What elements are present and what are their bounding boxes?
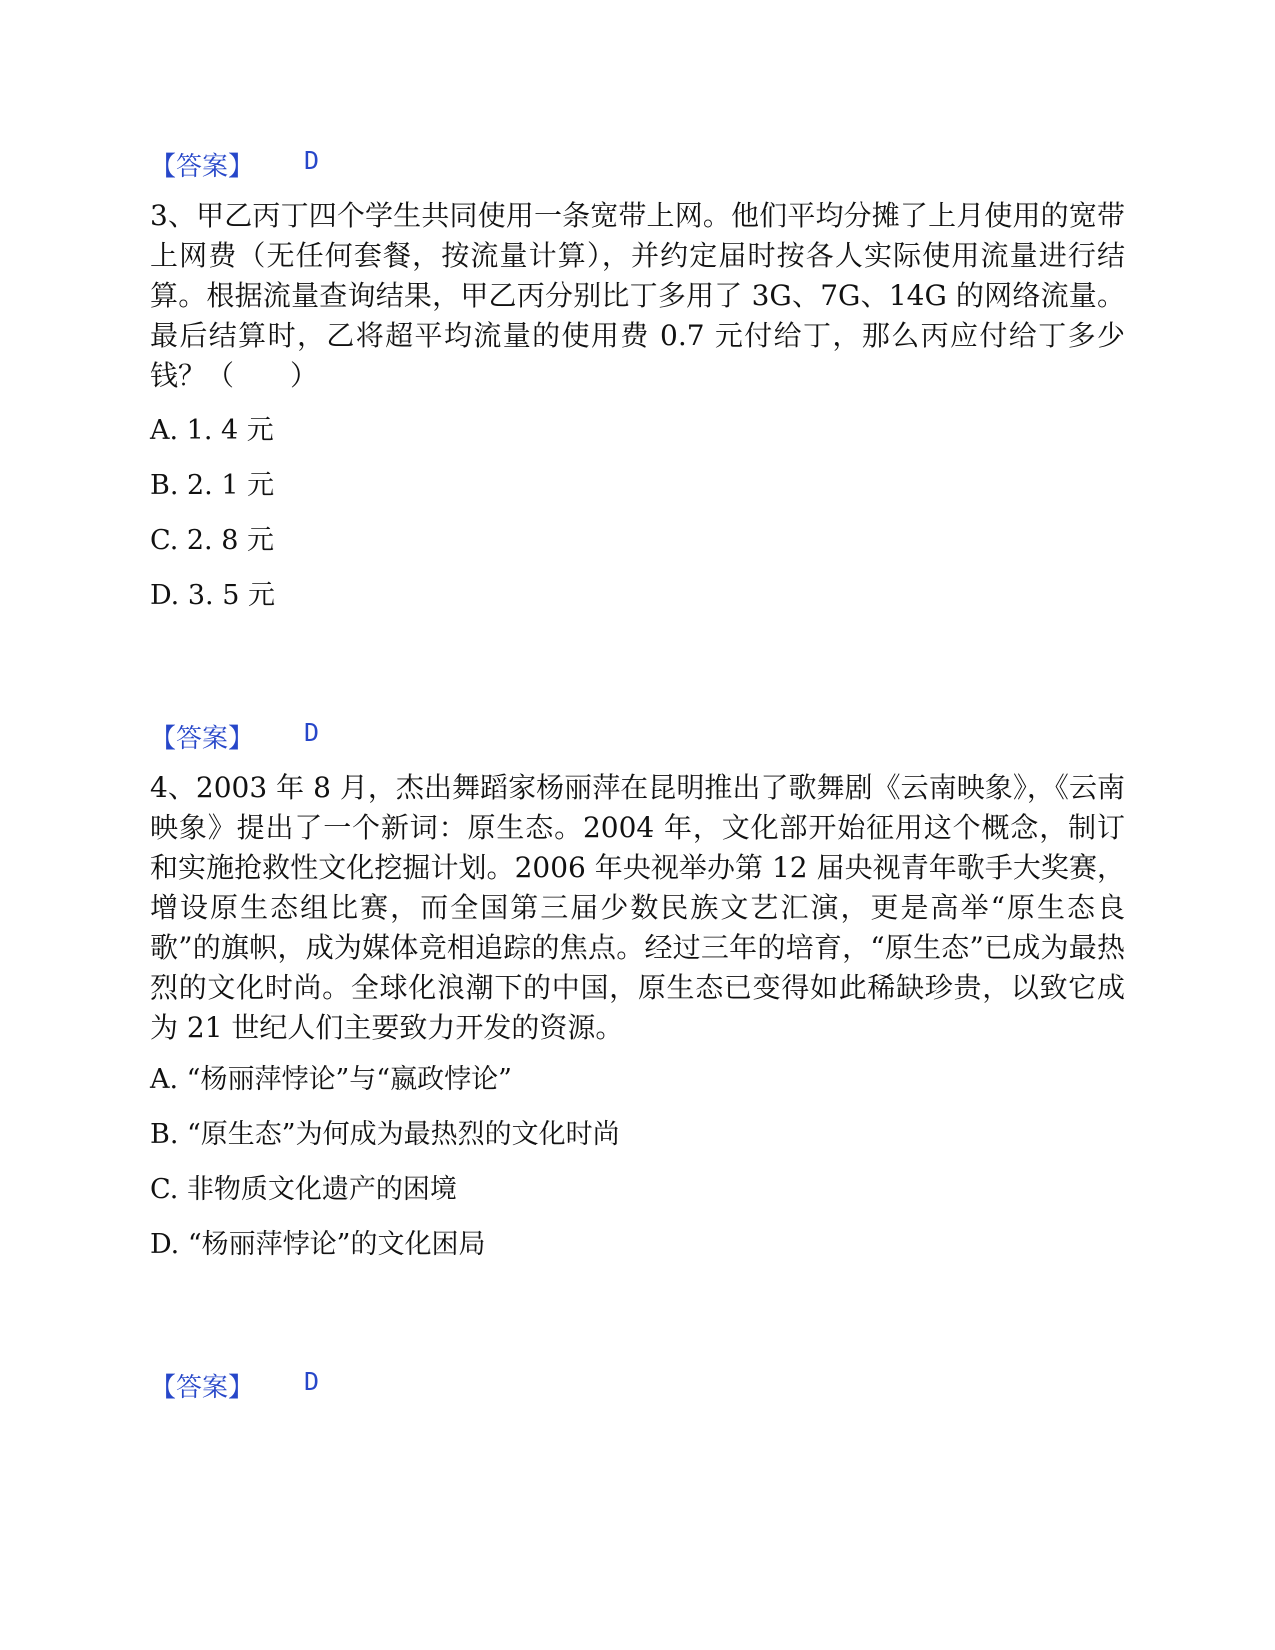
answer-value: D <box>304 146 320 175</box>
q4-option-c: C. 非物质文化遗产的困境 <box>150 1174 457 1205</box>
q4-option-b: B. “原生态”为何成为最热烈的文化时尚 <box>150 1119 620 1150</box>
q4-option-d: D. “杨丽萍悖论”的文化困局 <box>150 1229 486 1260</box>
answer-block <box>150 1367 320 1404</box>
answer-block <box>150 146 320 183</box>
q3-option-b: B. 2. 1 元 <box>150 470 275 501</box>
answer-block <box>150 718 320 755</box>
answer-value: D <box>304 718 320 747</box>
answer-label: 【答案】 <box>150 724 255 754</box>
question-3-text: 3、甲乙丙丁四个学生共同使用一条宽带上网。他们平均分摊了上月使用的宽带上网费（无任何套餐，按流量计算），并约定届时按各人实际使用流量进行结算。根据流量查询结果，甲乙丙分别比丁多用了 3G、7G、14G 的网络流量。最后结算时，乙将超平均流量的使用费 0.7 元付给丁，那么丙应付给丁多少钱？（ ） <box>150 199 1125 392</box>
q3-option-a: A. 1. 4 元 <box>150 415 274 446</box>
q3-option-c: C. 2. 8 元 <box>150 525 274 556</box>
answer-label: 【答案】 <box>150 152 255 182</box>
answer-value: D <box>304 1367 320 1396</box>
answer-label: 【答案】 <box>150 1373 255 1403</box>
q4-option-a: A. “杨丽萍悖论”与“嬴政悖论” <box>150 1064 512 1095</box>
q3-option-d: D. 3. 5 元 <box>150 580 275 611</box>
question-4-text: 4、2003 年 8 月，杰出舞蹈家杨丽萍在昆明推出了歌舞剧《云南映象》，《云南映象》提出了一个新词：原生态。2004 年，文化部开始征用这个概念，制订和实施抢救性文化挖掘计划。2006 年央视举办第 12 届央视青年歌手大奖赛，增设原生态组比赛，而全国第三届少数民族文艺汇演，更是高举“原生态良歌”的旗帜，成为媒体竞相追踪的焦点。经过三年的培育，“原生态”已成为最热烈的文化时尚。全球化浪潮下的中国，原生态已变得如此稀缺珍贵，以致它成为 21 世纪人们主要致力开发的资源。 <box>150 771 1125 1044</box>
